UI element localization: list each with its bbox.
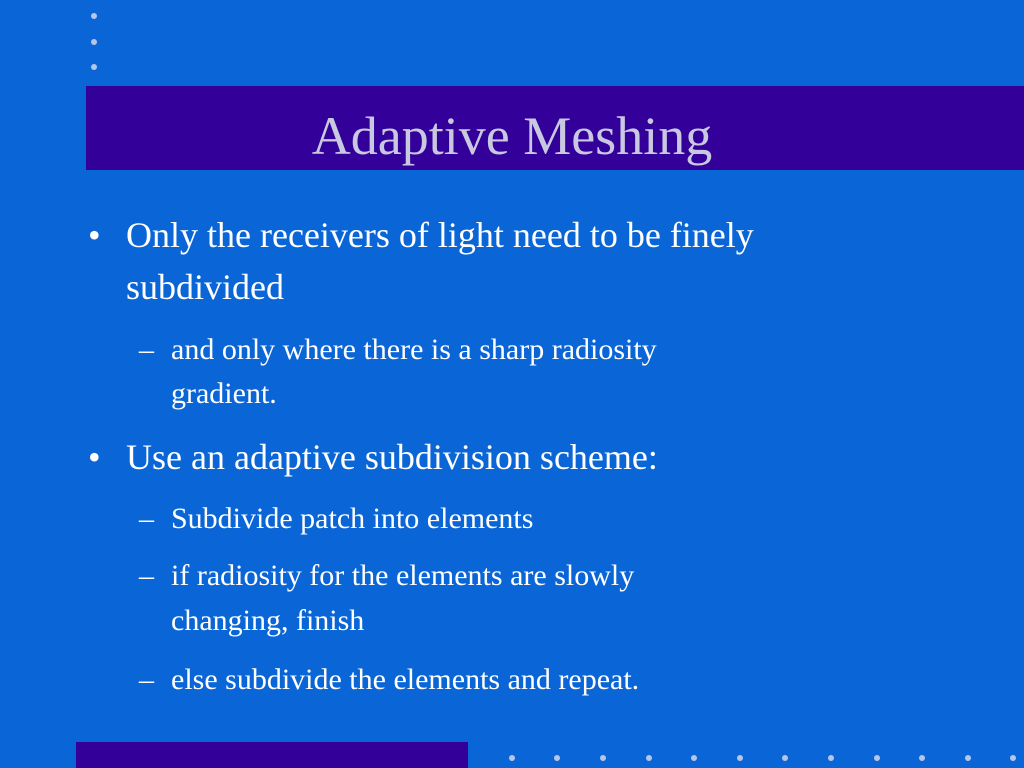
decorative-dot xyxy=(828,755,834,761)
bullet-marker: • xyxy=(88,437,101,477)
decorative-dot xyxy=(600,755,606,761)
sub-bullet-marker: – xyxy=(139,663,154,696)
decorative-dot xyxy=(782,755,788,761)
sub-bullet-text-line: if radiosity for the elements are slowly xyxy=(171,559,635,592)
decorative-dot xyxy=(737,755,743,761)
decorative-dot xyxy=(691,755,697,761)
decorative-dot xyxy=(1010,755,1016,761)
decorative-dot xyxy=(874,755,880,761)
sub-bullet-marker: – xyxy=(139,333,154,366)
bullet-marker: • xyxy=(88,215,101,255)
bullet-text-line: subdivided xyxy=(126,267,284,307)
decorative-dot xyxy=(965,755,971,761)
decorative-dot xyxy=(646,755,652,761)
sub-bullet-text-line: changing, finish xyxy=(171,604,365,637)
decorative-dot xyxy=(919,755,925,761)
decorative-dot xyxy=(554,755,560,761)
sub-bullet-marker: – xyxy=(139,502,154,535)
sub-bullet-text-line: Subdivide patch into elements xyxy=(171,502,534,535)
bottom-bar xyxy=(76,742,468,768)
slide-title: Adaptive Meshing xyxy=(311,106,713,166)
sub-bullet-marker: – xyxy=(139,559,154,592)
sub-bullet-text-line: and only where there is a sharp radiosity xyxy=(171,333,657,366)
bullet-text-line: Only the receivers of light need to be finely xyxy=(126,215,754,255)
decorative-dot xyxy=(509,755,515,761)
sub-bullet-text-line: else subdivide the elements and repeat. xyxy=(171,663,640,696)
bullet-text-line: Use an adaptive subdivision scheme: xyxy=(126,437,658,477)
sub-bullet-text-line: gradient. xyxy=(171,377,277,410)
